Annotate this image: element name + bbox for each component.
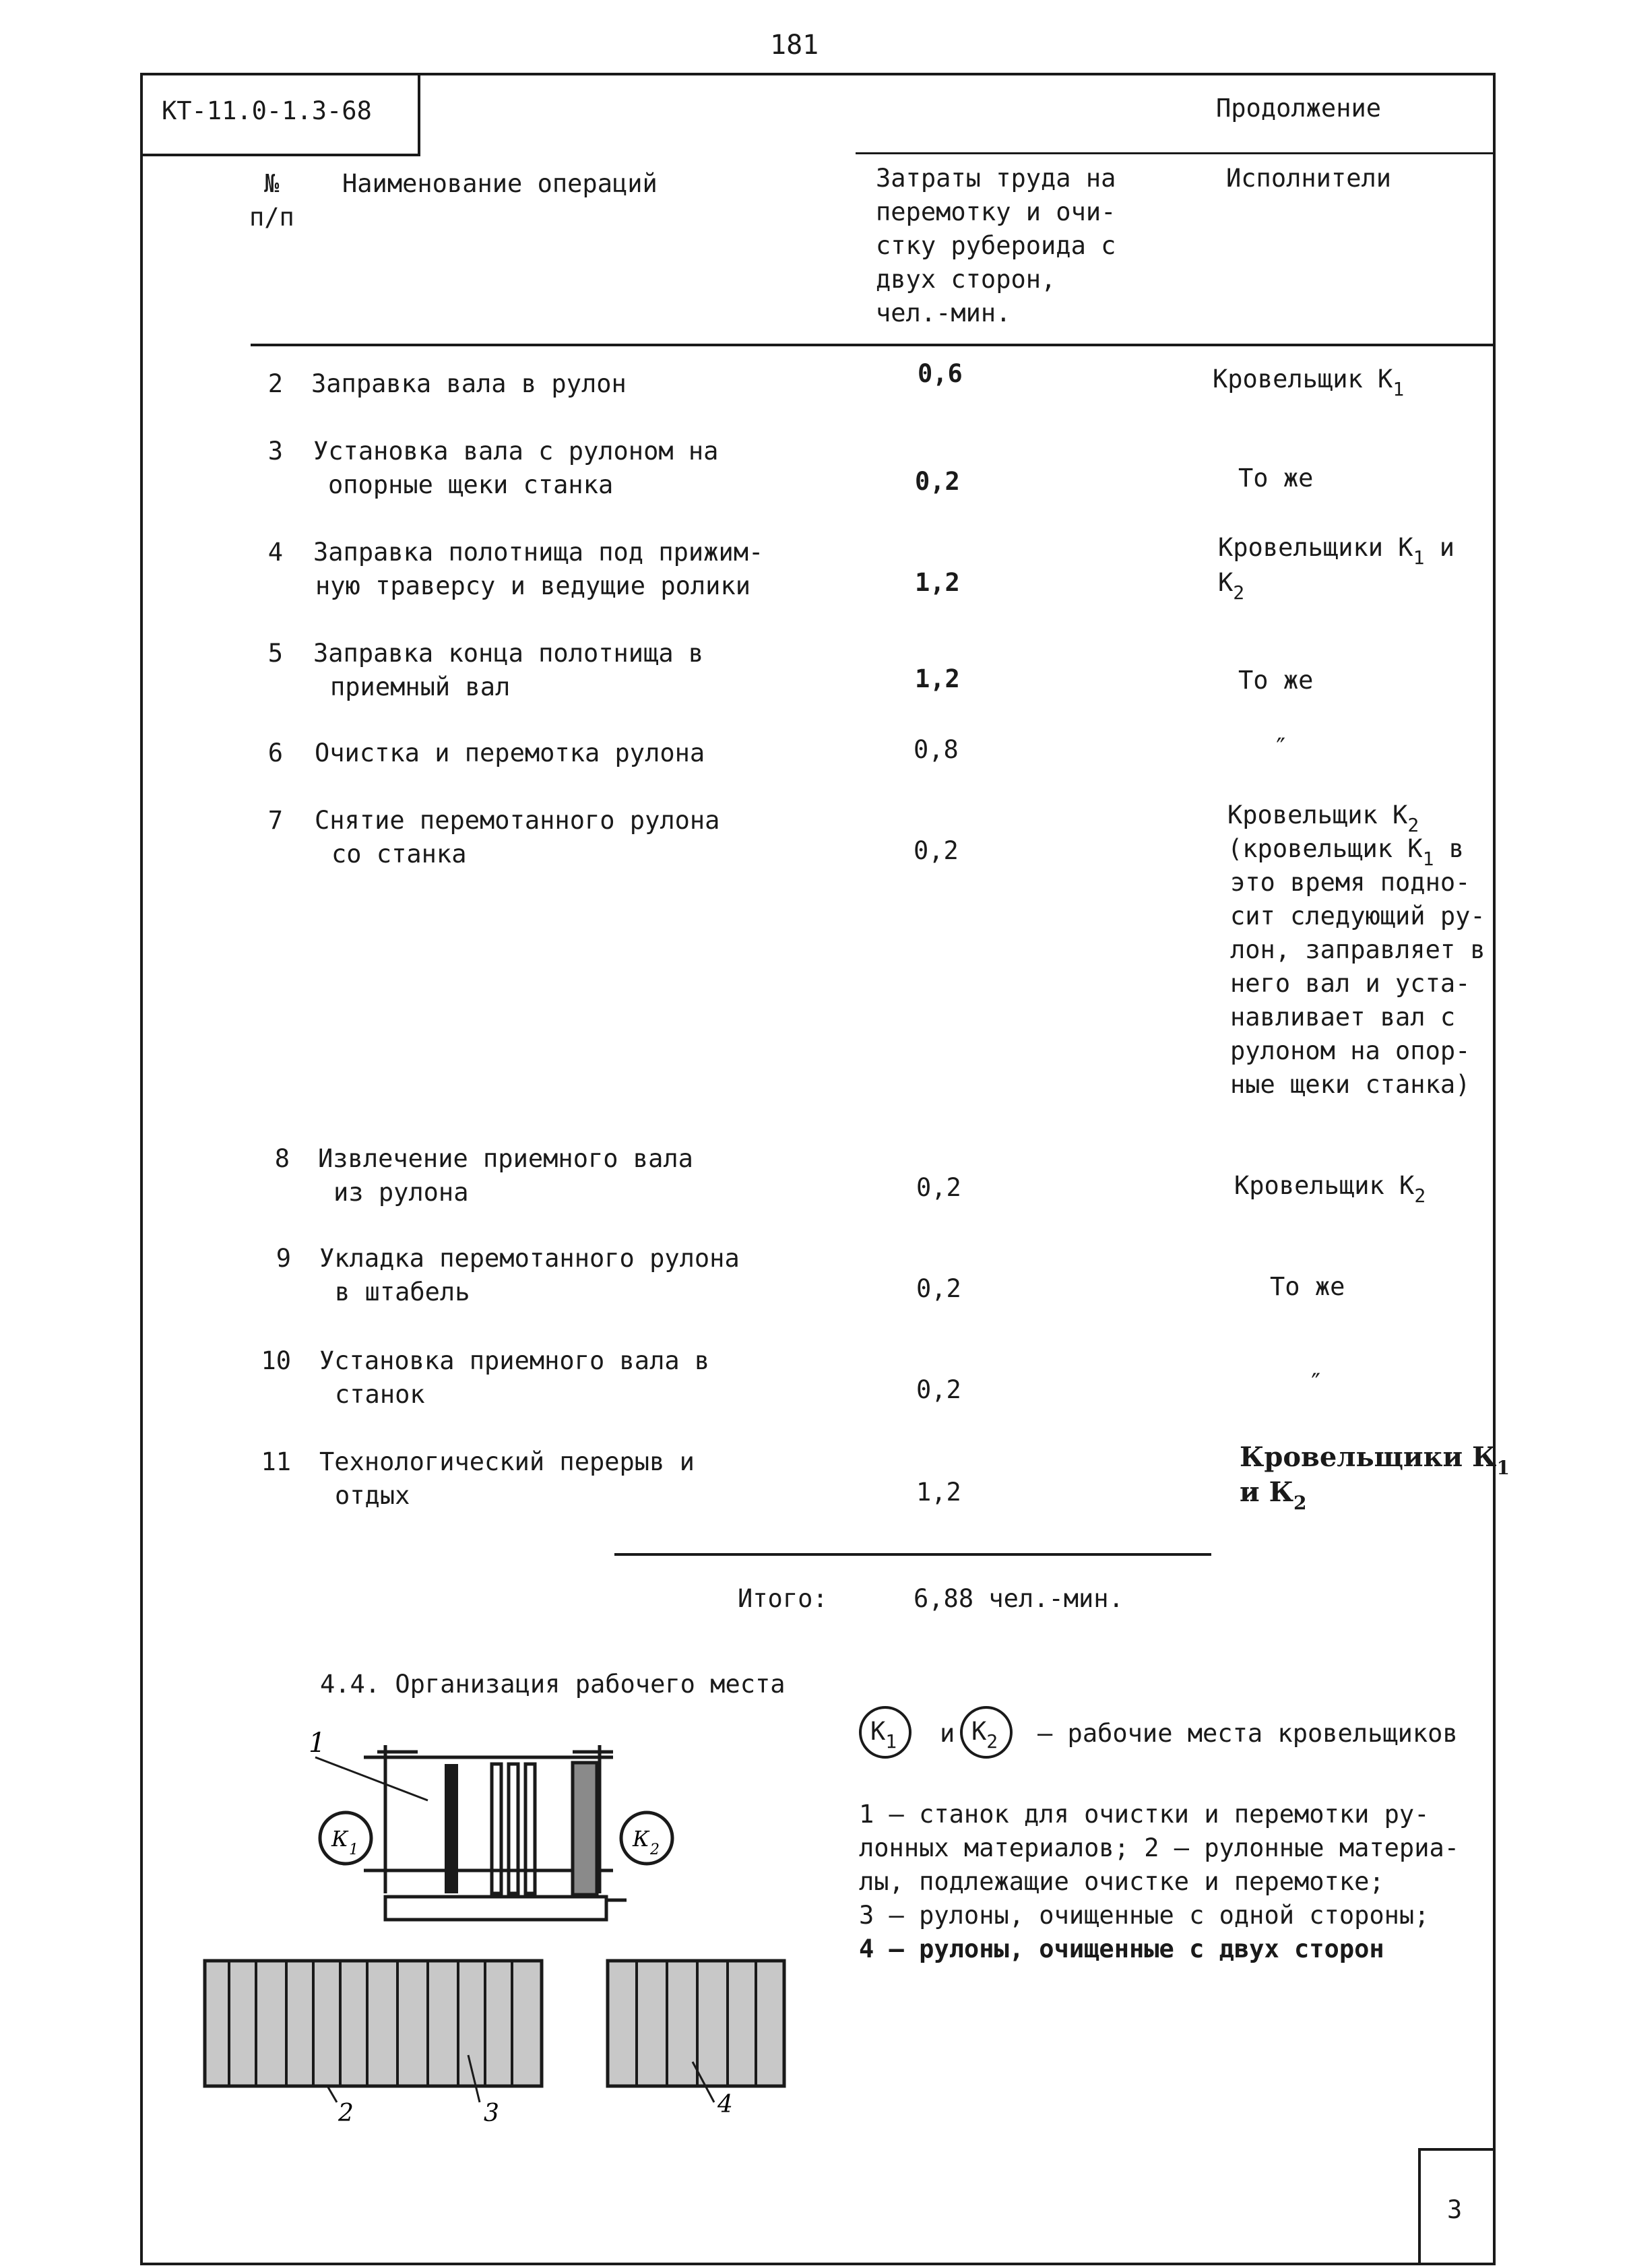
row-name: Заправка полотнища под прижим- xyxy=(313,538,764,567)
row-number: 3 xyxy=(267,437,283,466)
row-number: 8 xyxy=(274,1144,290,1173)
legend-line: лы, подлежащие очистке и перемотке; xyxy=(859,1867,1384,1896)
workplace-diagram xyxy=(195,1725,842,2129)
page-number: 181 xyxy=(770,30,819,61)
legend-and: и xyxy=(940,1719,955,1748)
k2-position-letter: К xyxy=(633,1826,649,1852)
legend-workplaces: – рабочие места кровельщиков xyxy=(1037,1719,1458,1748)
row-name: со станка xyxy=(331,840,467,869)
row-exec: Кровельщики $К_1$ xyxy=(1240,1441,1510,1479)
row-exec: навливает вал с xyxy=(1230,1003,1456,1032)
row-exec: ″ xyxy=(1308,1368,1324,1397)
row-value: 0,2 xyxy=(914,836,959,865)
row-exec: $К_2$ xyxy=(1218,568,1245,604)
roll-bar-frame-2 xyxy=(509,1764,518,1893)
row-name: опорные щеки станка xyxy=(328,470,614,499)
row-name: Установка вала с рулоном на xyxy=(313,437,719,466)
row-number: 4 xyxy=(267,538,283,567)
roll-bar-frame-1 xyxy=(492,1764,501,1893)
row-exec: лон, заправляет в xyxy=(1230,935,1485,964)
row-exec: ные щеки станка) xyxy=(1230,1070,1471,1099)
k1-position-sub: 1 xyxy=(349,1841,358,1858)
legend-line: 4 – рулоны, очищенные с двух сторон xyxy=(859,1934,1384,1963)
header-num: № xyxy=(264,169,280,198)
row-name: Установка приемного вала в xyxy=(319,1346,710,1375)
label-1: 1 xyxy=(309,1728,326,1759)
header-labor-3: стку рубероида с xyxy=(876,231,1116,260)
row-value: 0,2 xyxy=(915,467,960,496)
row-exec: это время подно- xyxy=(1230,868,1471,897)
k1-position-letter: К xyxy=(331,1826,348,1852)
row-number: 7 xyxy=(267,806,283,835)
label-3: 3 xyxy=(484,2100,499,2127)
row-exec: Кровельщик $К_2$ xyxy=(1234,1171,1426,1207)
row-number: 11 xyxy=(261,1447,291,1476)
total-rule xyxy=(614,1553,1211,1556)
row-exec: рулоном на опор- xyxy=(1230,1036,1471,1065)
row-exec: Кровельщики $К_1$ и xyxy=(1218,533,1455,569)
legend-k2-letter: $К_2$ xyxy=(971,1717,998,1753)
row-name: ную траверсу и ведущие ролики xyxy=(315,571,751,600)
row-name: Технологический перерыв и xyxy=(319,1447,695,1476)
row-exec: (кровельщик $К_1$ в xyxy=(1227,834,1465,870)
row-name: отдых xyxy=(335,1481,410,1510)
row-value: 0,6 xyxy=(918,359,963,388)
row-value: 0,2 xyxy=(916,1173,961,1202)
row-name: Извлечение приемного вала xyxy=(318,1144,693,1173)
row-name: Заправка конца полотнища в xyxy=(313,639,704,668)
row-value: 0,2 xyxy=(916,1375,961,1404)
legend-line: лонных материалов; 2 – рулонные материа- xyxy=(859,1833,1460,1862)
row-value: 1,2 xyxy=(915,664,960,693)
row-name: приемный вал xyxy=(330,672,511,701)
row-name: Заправка вала в рулон xyxy=(311,369,627,398)
header-bottom-rule xyxy=(251,344,1496,346)
row-exec: ″ xyxy=(1273,733,1289,762)
row-value: 0,2 xyxy=(916,1274,961,1303)
row-exec: и $К_2$ xyxy=(1240,1476,1307,1514)
row-number: 9 xyxy=(276,1244,291,1273)
row-name: Укладка перемотанного рулона xyxy=(319,1244,740,1273)
label-2: 2 xyxy=(338,2100,354,2127)
row-exec: Кровельщик $К_2$ xyxy=(1227,800,1419,836)
row-exec: То же xyxy=(1238,666,1314,695)
row-exec: сит следующий ру- xyxy=(1230,902,1485,931)
row-name: Очистка и перемотка рулона xyxy=(315,738,705,767)
row-number: 5 xyxy=(267,639,283,668)
sheet-number: 3 xyxy=(1447,2195,1463,2224)
header-exec: Исполнители xyxy=(1226,164,1392,193)
row-number: 10 xyxy=(261,1346,291,1375)
row-exec: То же xyxy=(1270,1272,1345,1301)
roll-bar-frame-3 xyxy=(525,1764,535,1893)
header-labor-5: чел.-мин. xyxy=(876,298,1011,327)
continuation-label: Продолжение xyxy=(1216,94,1382,123)
label-4: 4 xyxy=(717,2091,733,2118)
row-exec: Кровельщик $К_1$ xyxy=(1213,365,1405,400)
row-value: 1,2 xyxy=(916,1478,961,1507)
header-labor-1: Затраты труда на xyxy=(876,164,1116,193)
row-name: Снятие перемотанного рулона xyxy=(315,806,720,835)
row-exec: него вал и уста- xyxy=(1230,969,1471,998)
leader-1 xyxy=(315,1757,428,1800)
row-value: 1,2 xyxy=(915,568,960,597)
row-value: 0,8 xyxy=(914,735,959,764)
roll-bar-dark xyxy=(445,1764,458,1893)
header-top-rule xyxy=(856,152,1496,154)
leader-2 xyxy=(327,2086,337,2102)
legend-line: 3 – рулоны, очищенные с одной стороны; xyxy=(859,1901,1430,1930)
total-label: Итого: xyxy=(738,1584,828,1613)
header-pp: п/п xyxy=(249,203,294,232)
row-number: 2 xyxy=(267,369,283,398)
row-name: станок xyxy=(335,1380,425,1409)
header-labor-4: двух сторон, xyxy=(876,265,1056,294)
section-title: 4.4. Организация рабочего места xyxy=(320,1670,786,1699)
code-box-divider xyxy=(418,74,420,155)
row-exec: То же xyxy=(1238,464,1314,493)
k2-position-sub: 2 xyxy=(650,1841,660,1858)
total-value: 6,88 чел.-мин. xyxy=(914,1584,1124,1613)
row-number: 6 xyxy=(267,738,283,767)
header-labor-2: перемотку и очи- xyxy=(876,197,1116,226)
legend-k1-letter: $К_1$ xyxy=(870,1717,897,1753)
row-name: из рулона xyxy=(333,1178,469,1207)
legend-line: 1 – станок для очистки и перемотки ру- xyxy=(859,1800,1430,1829)
doc-code: КТ-11.0-1.3-68 xyxy=(162,96,372,125)
code-box-bottom xyxy=(141,154,420,156)
row-name: в штабель xyxy=(335,1278,470,1306)
header-name: Наименование операций xyxy=(342,169,658,198)
take-up-roll xyxy=(573,1763,597,1895)
